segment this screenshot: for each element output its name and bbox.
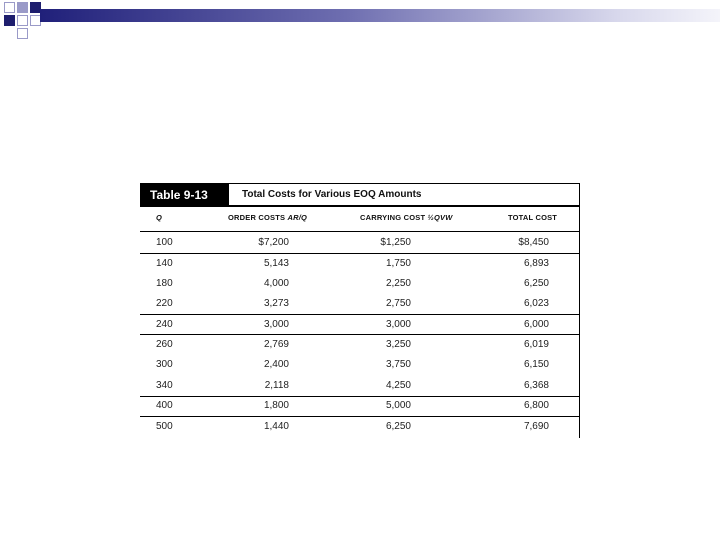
table-cell-total: 6,893 xyxy=(523,258,549,269)
table-cell-total: 6,023 xyxy=(523,298,549,309)
table-cell-total: 6,250 xyxy=(523,278,549,289)
table-cell-q: 260 xyxy=(156,339,173,350)
table-cell-order: $7,200 xyxy=(258,237,289,248)
table-cell-total: 6,368 xyxy=(523,380,549,391)
table-cell-order: 1,800 xyxy=(263,400,289,411)
table-cell-total: 6,150 xyxy=(523,359,549,370)
table-cell-total: 6,019 xyxy=(523,339,549,350)
table-cell-order: 1,440 xyxy=(263,421,289,432)
decor-square xyxy=(17,28,28,39)
table-cell-q: 100 xyxy=(156,237,173,248)
decor-square xyxy=(4,2,15,13)
table-cell-carrying: 3,750 xyxy=(385,359,411,370)
column-header-order-costs: ORDER COSTS AR/Q xyxy=(228,213,308,222)
table-cell-carrying: 1,750 xyxy=(385,258,411,269)
table-cell-carrying: 3,000 xyxy=(385,319,411,330)
table-rule xyxy=(140,231,579,232)
table-cell-q: 500 xyxy=(156,421,173,432)
eoq-cost-table xyxy=(140,183,580,438)
table-cell-order: 2,400 xyxy=(263,359,289,370)
table-header xyxy=(140,183,579,207)
table-cell-carrying: 6,250 xyxy=(385,421,411,432)
table-rule xyxy=(140,396,579,397)
table-cell-order: 2,118 xyxy=(264,380,289,391)
table-cell-q: 340 xyxy=(156,380,173,391)
header-gradient-bar xyxy=(40,9,720,22)
table-rule xyxy=(140,334,579,335)
table-cell-total: 6,000 xyxy=(523,319,549,330)
table-cell-q: 180 xyxy=(156,278,173,289)
decor-square xyxy=(17,15,28,26)
table-cell-q: 140 xyxy=(156,258,173,269)
table-title: Total Costs for Various EOQ Amounts xyxy=(242,189,422,200)
table-cell-q: 300 xyxy=(156,359,173,370)
table-cell-order: 5,143 xyxy=(263,258,289,269)
table-cell-q: 240 xyxy=(156,319,173,330)
column-header-q: Q xyxy=(156,213,163,222)
decor-square xyxy=(17,2,28,13)
table-cell-carrying: 3,250 xyxy=(385,339,411,350)
table-rule xyxy=(140,253,579,254)
decor-square xyxy=(4,15,15,26)
table-cell-order: 2,769 xyxy=(263,339,289,350)
table-rule xyxy=(140,314,579,315)
column-header-carrying-cost: CARRYING COST ½QVW xyxy=(360,213,453,222)
table-cell-order: 3,000 xyxy=(263,319,289,330)
table-cell-order: 4,000 xyxy=(263,278,289,289)
table-rule xyxy=(140,416,579,417)
table-cell-total: 7,690 xyxy=(523,421,549,432)
table-cell-q: 220 xyxy=(156,298,173,309)
table-cell-q: 400 xyxy=(156,400,173,411)
table-cell-carrying: 2,250 xyxy=(385,278,411,289)
table-cell-carrying: 2,750 xyxy=(385,298,411,309)
table-cell-carrying: $1,250 xyxy=(380,237,411,248)
column-header-total-cost: TOTAL COST xyxy=(508,213,558,222)
table-number: Table 9-13 xyxy=(140,184,229,206)
table-cell-order: 3,273 xyxy=(263,298,289,309)
table-cell-total: $8,450 xyxy=(518,237,549,248)
table-cell-total: 6,800 xyxy=(523,400,549,411)
table-cell-carrying: 5,000 xyxy=(385,400,411,411)
table-cell-carrying: 4,250 xyxy=(385,380,411,391)
